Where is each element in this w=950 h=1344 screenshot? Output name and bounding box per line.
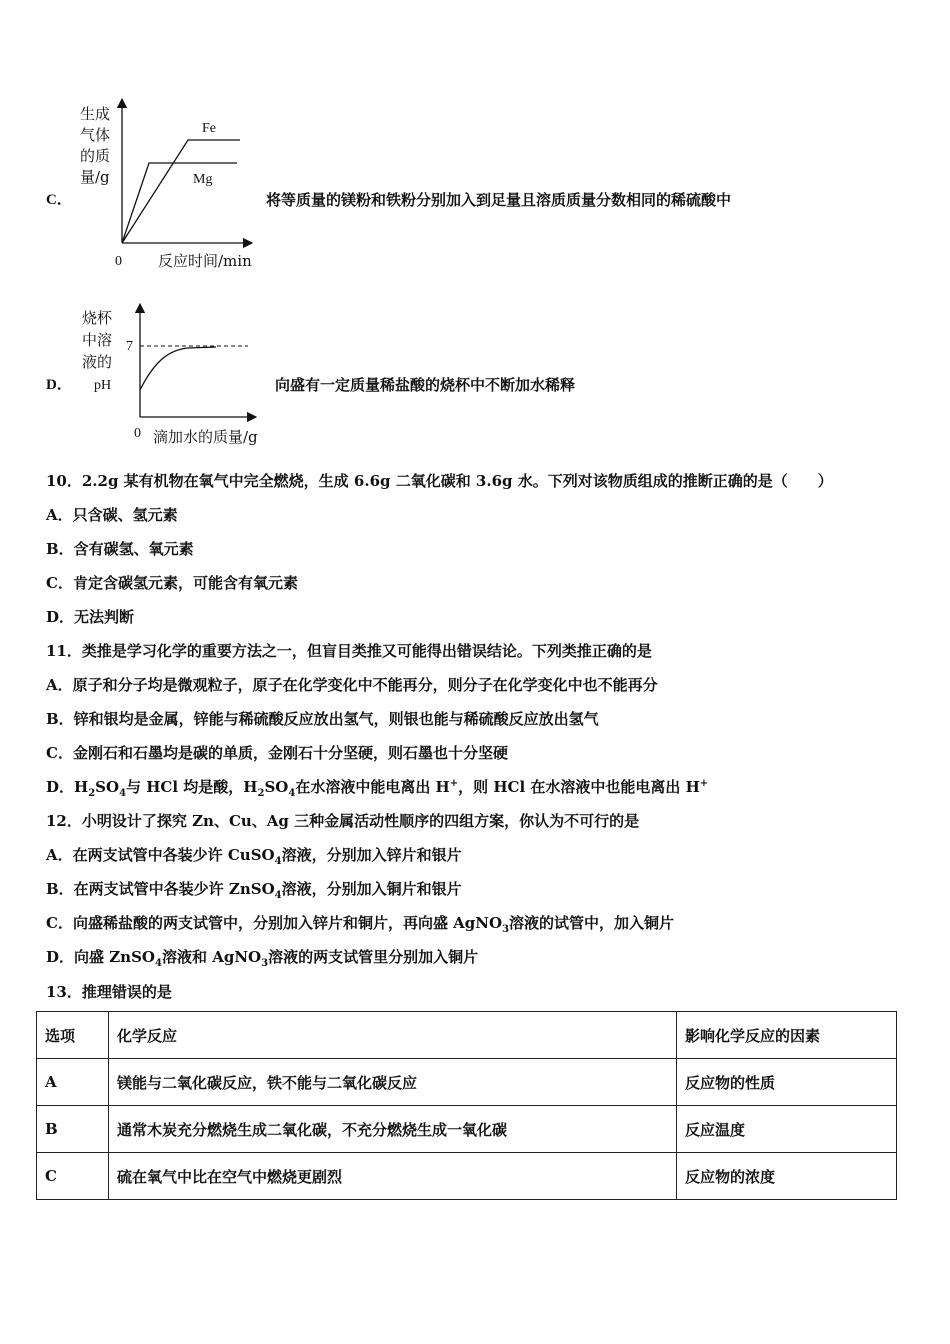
- graph-c: [72, 95, 267, 275]
- q11-option-d: D．$H_2SO_4$与 HCl 均是酸，$H_2SO_4$在水溶液中能电离出 H+，则 HCl 在水溶液中也能电离出 H+: [46, 778, 709, 799]
- header-reaction: 化学反应: [109, 1012, 677, 1059]
- graph-c-origin: 0: [115, 254, 122, 269]
- row-c-factor: 反应物的浓度: [677, 1153, 897, 1200]
- q12-option-d: D．向盛 ZnSO$_4$溶液和 AgNO$_3$溶液的两支试管里分别加入铜片: [46, 948, 479, 969]
- q10-option-c: C．肯定含碳氢元素，可能含有氧元素: [46, 574, 298, 592]
- row-c-option: C: [37, 1153, 109, 1200]
- table-row: [37, 1106, 897, 1153]
- q13-table: [36, 1011, 897, 1200]
- header-factor: 影响化学反应的因素: [677, 1012, 897, 1059]
- row-a-option: A: [37, 1059, 109, 1106]
- q11-option-a: A．原子和分子均是微观粒子，原子在化学变化中不能再分，则分子在化学变化中也不能再分: [46, 676, 658, 694]
- graph-c-mg-label: Mg: [193, 172, 213, 187]
- graph-d-origin: 0: [134, 426, 141, 441]
- option-c-label: C．: [46, 192, 72, 208]
- graph-d-xlabel: 滴加水的质量/g: [153, 428, 258, 446]
- q11-option-b: B．锌和银均是金属，锌能与稀硫酸反应放出氢气，则银也能与稀硫酸反应放出氢气: [46, 710, 599, 728]
- q12-option-a: A．在两支试管中各装少许 CuSO$_4$溶液，分别加入锌片和银片: [46, 846, 462, 867]
- option-c-description: 将等质量的镁粉和铁粉分别加入到足量且溶质质量分数相同的稀硫酸中: [266, 191, 732, 209]
- graph-c-ylabel-3: 的质: [80, 147, 111, 165]
- graph-d-curve: [140, 347, 216, 390]
- graph-c-fe-label: Fe: [202, 121, 216, 136]
- table-header-row: [37, 1012, 897, 1059]
- graph-c-mg-line: [122, 163, 237, 243]
- graph-d-ref-value: 7: [126, 339, 133, 354]
- q10-option-b: B．含有碳氢、氧元素: [46, 540, 194, 558]
- table-row: [37, 1059, 897, 1106]
- graph-d-ylabel-2: 中溶: [82, 331, 113, 349]
- q10-stem: 10．2.2g 某有机物在氧气中完全燃烧，生成 6.6g 二氧化碳和 3.6g 水。下列对该物质组成的推断正确的是（ ）: [46, 472, 833, 490]
- graph-c-ylabel-1: 生成: [80, 105, 111, 123]
- row-a-factor: 反应物的性质: [677, 1059, 897, 1106]
- row-c-reaction: 硫在氧气中比在空气中燃烧更剧烈: [109, 1153, 677, 1200]
- row-a-reaction: 镁能与二氧化碳反应，铁不能与二氧化碳反应: [109, 1059, 677, 1106]
- q11-option-c: C．金刚石和石墨均是碳的单质，金刚石十分坚硬，则石墨也十分坚硬: [46, 744, 508, 762]
- graph-d-ylabel-4: pH: [94, 378, 112, 393]
- graph-d-ylabel-3: 液的: [82, 353, 113, 371]
- q12-option-c: C．向盛稀盐酸的两支试管中，分别加入锌片和铜片，再向盛 AgNO$_3$溶液的试管中，加入铜片: [46, 914, 675, 935]
- graph-c-ylabel-2: 气体: [80, 126, 111, 144]
- graph-c-xlabel: 反应时间/min: [158, 252, 252, 270]
- q13-stem: 13．推理错误的是: [46, 983, 172, 1001]
- option-d-label: D．: [46, 377, 72, 393]
- q12-stem: 12．小明设计了探究 Zn、Cu、Ag 三种金属活动性顺序的四组方案，你认为不可行的是: [46, 812, 640, 830]
- graph-c-ylabel-4: 量/g: [80, 168, 110, 186]
- row-b-option: B: [37, 1106, 109, 1153]
- graph-d: [76, 300, 276, 450]
- header-option: 选项: [37, 1012, 109, 1059]
- table-row: [37, 1153, 897, 1200]
- row-b-reaction: 通常木炭充分燃烧生成二氧化碳，不充分燃烧生成一氧化碳: [109, 1106, 677, 1153]
- q10-option-d: D．无法判断: [46, 608, 135, 626]
- graph-d-ylabel-1: 烧杯: [82, 309, 113, 327]
- q11-stem: 11．类推是学习化学的重要方法之一，但盲目类推又可能得出错误结论。下列类推正确的是: [46, 642, 652, 660]
- q10-option-a: A．只含碳、氢元素: [46, 506, 178, 524]
- row-b-factor: 反应温度: [677, 1106, 897, 1153]
- option-d-description: 向盛有一定质量稀盐酸的烧杯中不断加水稀释: [275, 376, 576, 394]
- q12-option-b: B．在两支试管中各装少许 ZnSO$_4$溶液，分别加入铜片和银片: [46, 880, 462, 901]
